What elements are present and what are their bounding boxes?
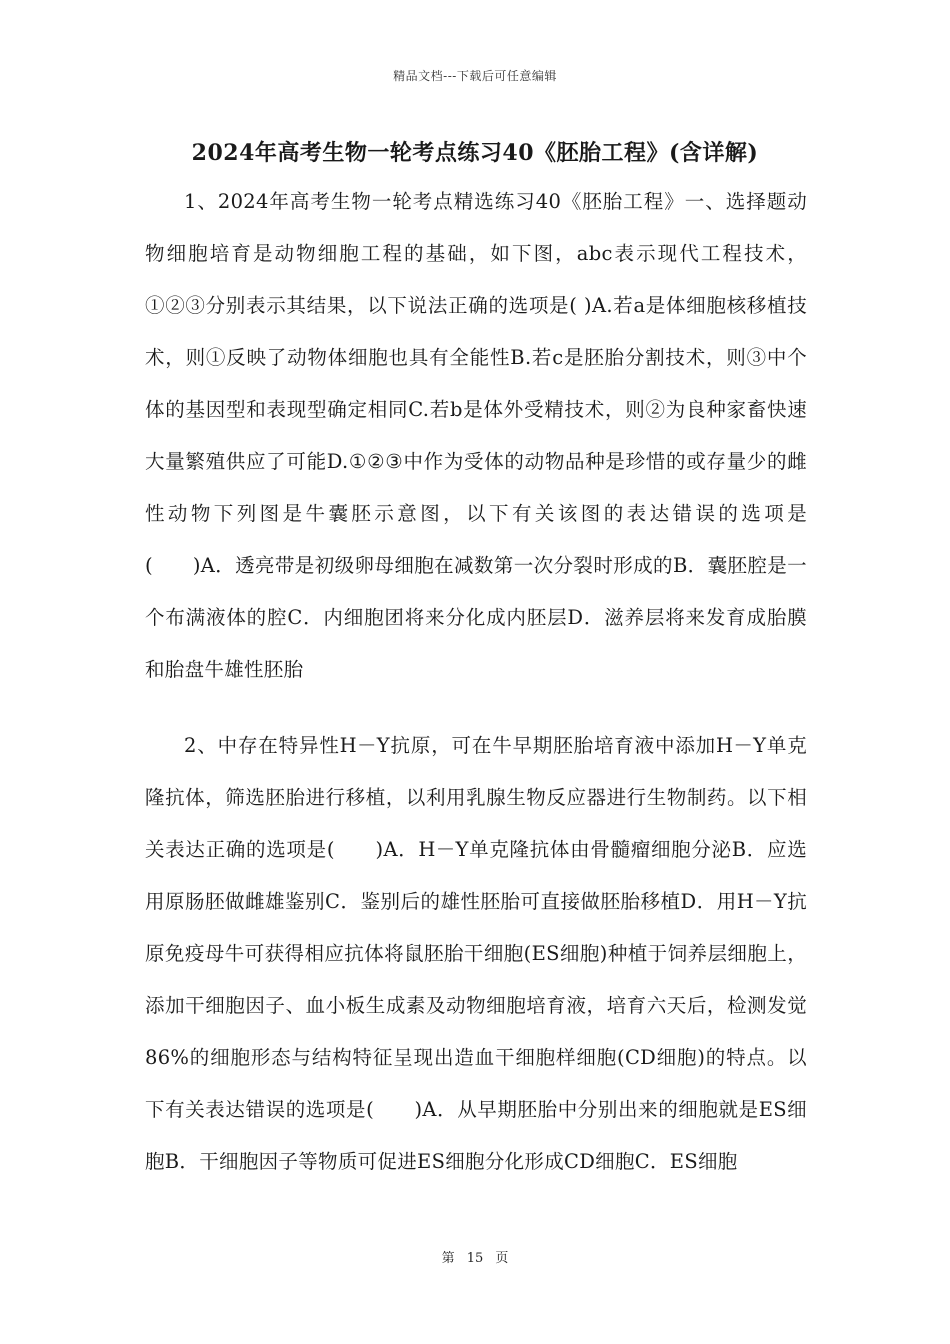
footer-prefix: 第 xyxy=(441,1251,455,1266)
header-note: 精品文档---下载后可任意编辑 xyxy=(393,69,557,83)
paragraph-1: 1、2024年高考生物一轮考点精选练习40《胚胎工程》一、选择题动物细胞培育是动物细胞工程的基础，如下图，abc表示现代工程技术，①②③分别表示其结果，以下说法正确的选项是( )A.若a是体细胞核移植技术，则①反映了动物体细胞也具有全能性B.若c是胚胎分割技术，则③中个体的基因型和表现型确定相同C.若b是体外受精技术，则②为良种家畜快速大量繁殖供应了可能D.①②③中作为受体的动物品种是珍惜的或存量少的雌性动物下列图是牛囊胚示意图，以下有关该图的表达错误的选项是( )A．透亮带是初级卵母细胞在减数第一次分裂时形成的B．囊胚腔是一个布满液体的腔C．内细胞团将来分化成内胚层D．滋养层将来发育成胎膜和胎盘牛雄性胚胎 xyxy=(145,190,807,681)
page-footer xyxy=(0,1247,950,1266)
page-number: 15 xyxy=(466,1251,484,1266)
footer-suffix: 页 xyxy=(495,1251,509,1266)
document-title: 2024年高考生物一轮考点练习40《胚胎工程》(含详解) xyxy=(191,140,759,166)
paragraph-2: 2、中存在特异性H－Y抗原，可在牛早期胚胎培育液中添加H－Y单克隆抗体，筛选胚胎进行移植，以利用乳腺生物反应器进行生物制药。以下相关表达正确的选项是( )A．H－Y单克隆抗体由骨髓瘤细胞分泌B．应选用原肠胚做雌雄鉴别C．鉴别后的雄性胚胎可直接做胚胎移植D．用H－Y抗原免疫母牛可获得相应抗体将鼠胚胎干细胞(ES细胞)种植于饲养层细胞上，添加干细胞因子、血小板生成素及动物细胞培育液，培育六天后，检测发觉86%的细胞形态与结构特征呈现出造血干细胞样细胞(CD细胞)的特点。以下有关表达错误的选项是( )A．从早期胚胎中分别出来的细胞就是ES细胞B．干细胞因子等物质可促进ES细胞分化形成CD细胞C．ES细胞 xyxy=(145,734,807,1173)
